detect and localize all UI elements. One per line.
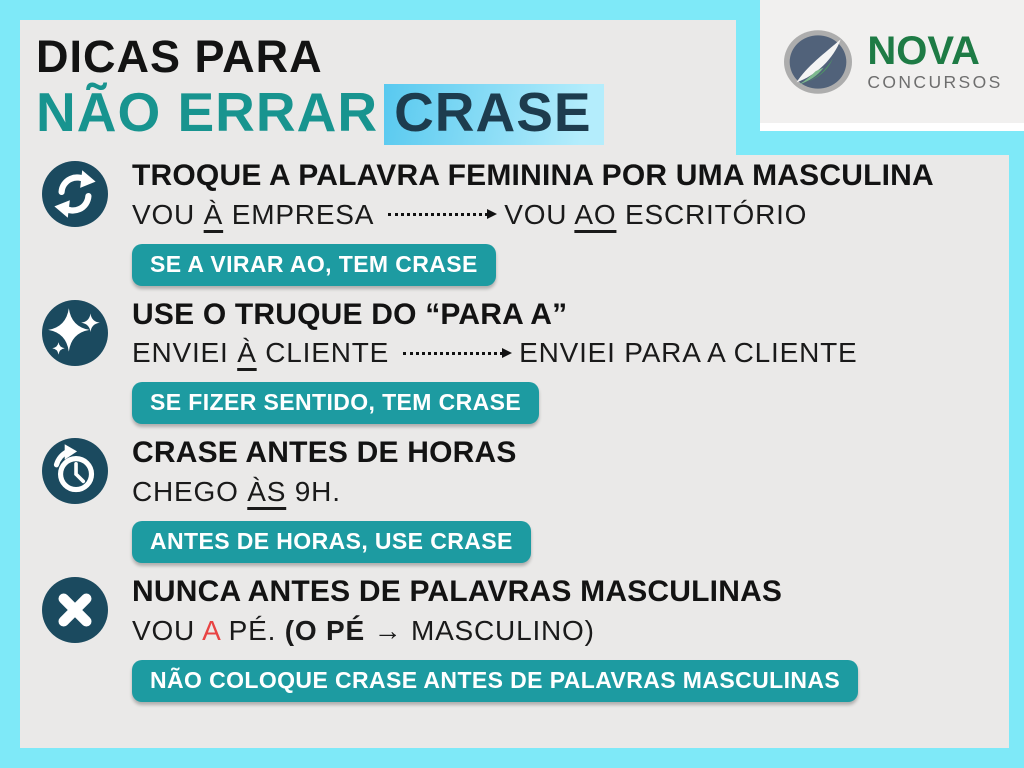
swap-arrows-icon <box>42 161 108 227</box>
tip-example <box>132 476 999 508</box>
logo-text <box>867 31 1002 92</box>
tip-item-never-masculine <box>36 575 999 702</box>
tip-body <box>132 159 999 286</box>
tip-badge: SE FIZER SENTIDO, TEM CRASE <box>132 382 539 424</box>
example-text-segment: ESCRITÓRIO <box>616 198 808 230</box>
tip-heading: CRASE ANTES DE HORAS <box>132 436 517 470</box>
example-text-segment: 9H. <box>286 476 341 508</box>
logo-subtitle: CONCURSOS <box>867 72 1003 93</box>
example-text-segment: À <box>237 337 257 369</box>
dotted-arrow-icon <box>403 352 503 355</box>
tip-heading: NUNCA ANTES DE PALAVRAS MASCULINAS <box>132 575 783 609</box>
tip-badge: ANTES DE HORAS, USE CRASE <box>132 521 531 563</box>
tip-item-swap-word <box>36 159 999 286</box>
tip-example <box>132 337 999 369</box>
example-text-segment: ENVIEI PARA A CLIENTE <box>519 337 858 369</box>
example-text-segment: EMPRESA <box>223 198 375 230</box>
tip-body <box>132 575 999 702</box>
example-text-segment: AO <box>574 198 617 230</box>
nova-concursos-logo <box>760 0 1024 131</box>
page-title-line1: DICAS PARA <box>36 31 323 82</box>
example-text-segment: ÀS <box>247 476 287 508</box>
tip-heading: TROQUE A PALAVRA FEMININA POR UMA MASCULINA <box>132 159 934 193</box>
logo-panel-wrap <box>736 0 1024 155</box>
example-text-segment: A <box>202 614 221 646</box>
nova-sail-emblem-icon <box>781 28 855 96</box>
tip-body <box>132 298 999 425</box>
dotted-arrow-icon <box>388 213 488 216</box>
x-icon <box>42 577 108 643</box>
logo-brand: NOVA <box>867 29 980 74</box>
tip-item-before-hours <box>36 436 999 563</box>
page-title-plain: NÃO ERRAR <box>36 80 379 143</box>
clock-icon <box>42 438 108 504</box>
example-text-segment: VOU <box>132 198 204 230</box>
example-text-segment: VOU <box>132 614 203 646</box>
example-text-segment: VOU <box>504 198 575 230</box>
tip-badge: SE A VIRAR AO, TEM CRASE <box>132 244 496 286</box>
example-text-segment: À <box>203 198 224 230</box>
tip-item-para-a-trick <box>36 298 999 425</box>
tip-example <box>132 199 999 231</box>
tip-body <box>132 436 999 563</box>
sparkles-icon <box>42 300 108 366</box>
tip-badge: NÃO COLOQUE CRASE ANTES DE PALAVRAS MASCULINAS <box>132 660 858 702</box>
page-title-highlight: CRASE <box>384 84 604 146</box>
example-text-segment: ENVIEI <box>132 337 238 369</box>
tip-heading: USE O TRUQUE DO “PARA A” <box>132 297 568 331</box>
example-text-segment: PÉ. <box>220 614 285 646</box>
example-text-segment: CHEGO <box>132 476 248 508</box>
example-text-segment: → MASCULINO) <box>365 614 595 646</box>
tips-list <box>36 159 999 701</box>
tip-example <box>132 615 999 647</box>
example-text-segment: CLIENTE <box>256 337 390 369</box>
example-text-segment: (O PÉ <box>284 614 365 646</box>
